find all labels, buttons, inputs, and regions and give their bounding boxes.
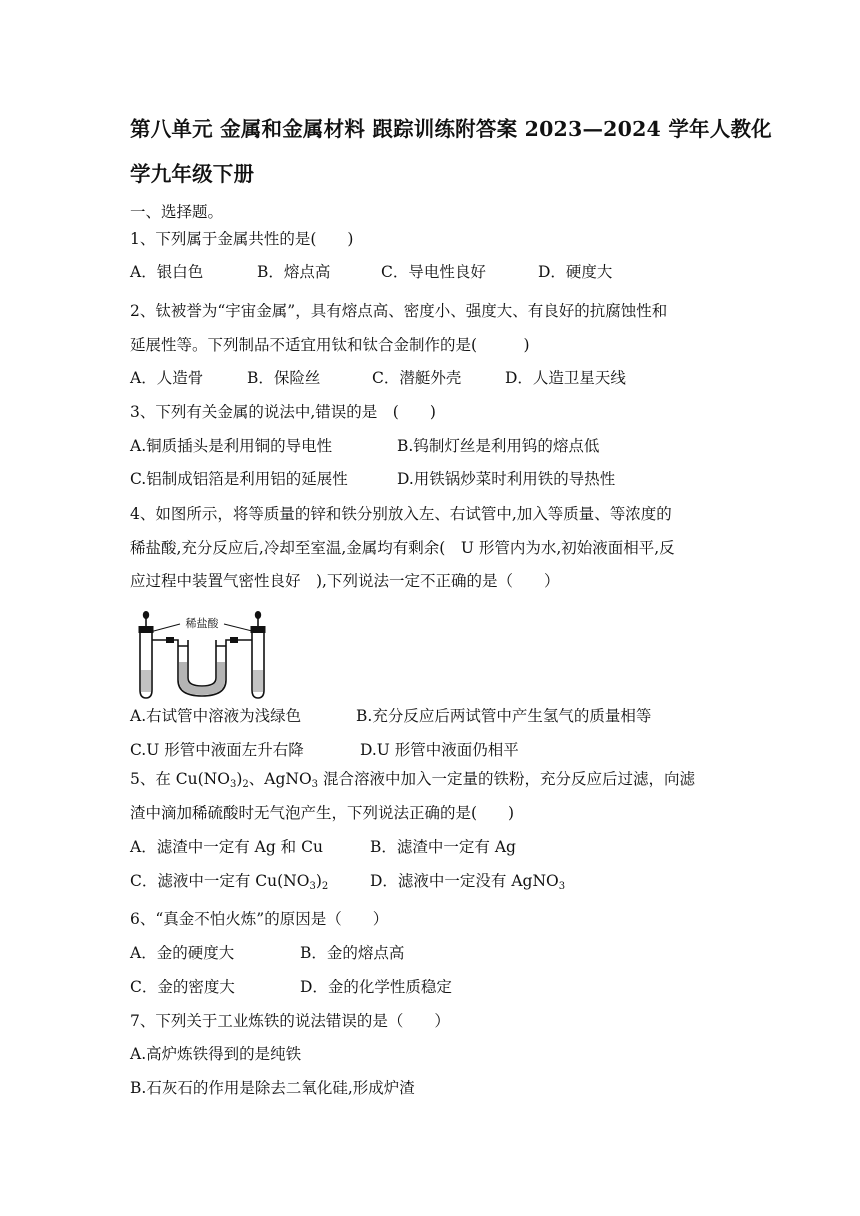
q4-option-c: C.U 形管中液面左升右降 xyxy=(130,741,304,759)
q1-option-a: A．银白色 xyxy=(130,263,204,281)
question-4-stem-line-1: 4、如图所示，将等质量的锌和铁分别放入左、右试管中,加入等质量、等浓度的 xyxy=(130,505,672,523)
question-5-stem-line-2: 渣中滴加稀硫酸时无气泡产生，下列说法正确的是( ) xyxy=(130,804,515,822)
q5-stem-part: ) xyxy=(236,770,243,788)
q5-stem-part: 混合溶液中加入一定量的铁粉，充分反应后过滤，向滤 xyxy=(318,770,695,788)
question-1-options xyxy=(130,265,612,281)
question-5-stem-line-1 xyxy=(130,772,695,788)
question-4-options-cd xyxy=(130,743,519,759)
question-6-options-cd xyxy=(130,980,452,996)
question-4-stem-line-3: 应过程中装置气密性良好 ),下列说法一定不正确的是（ ） xyxy=(130,572,560,590)
q2-option-d: D．人造卫星天线 xyxy=(505,369,626,387)
q6-option-a: A．金的硬度大 xyxy=(130,944,235,962)
question-5-options-ab xyxy=(130,840,516,856)
subscript: 3 xyxy=(309,881,316,892)
q5-option-c-text: ) xyxy=(315,872,322,890)
q3-option-c: C.铝制成铝箔是利用铝的延展性 xyxy=(130,470,348,488)
question-6-stem: 6、“真金不怕火炼”的原因是（ ） xyxy=(130,910,389,928)
subscript: 2 xyxy=(321,881,329,892)
u-tube-test-tube-diagram xyxy=(128,610,278,702)
q2-option-c: C．潜艇外壳 xyxy=(372,369,462,387)
section-heading: 一、选择题。 xyxy=(130,203,224,221)
question-4-options-ab xyxy=(130,709,651,725)
subscript: 2 xyxy=(242,779,249,790)
subscript: 3 xyxy=(558,881,566,892)
question-2-stem-line-2: 延展性等。下列制品不适宜用钛和钛合金制作的是( ) xyxy=(130,336,530,354)
q4-option-a: A.右试管中溶液为浅绿色 xyxy=(130,707,302,725)
question-3-options-ab xyxy=(130,439,599,455)
q2-option-a: A．人造骨 xyxy=(130,369,204,387)
q4-option-b: B.充分反应后两试管中产生氢气的质量相等 xyxy=(356,707,652,725)
question-3-stem: 3、下列有关金属的说法中,错误的是 ( ) xyxy=(130,403,436,421)
q3-option-a: A.铜质插头是利用铜的导电性 xyxy=(130,437,333,455)
q1-option-b: B．熔点高 xyxy=(257,263,331,281)
subscript: 3 xyxy=(229,779,237,790)
q1-option-d: D．硬度大 xyxy=(538,263,613,281)
document-title-line-1: 第八单元 金属和金属材料 跟踪训练附答案 2023—2024 学年人教化 xyxy=(130,117,772,141)
document-title-line-2: 学九年级下册 xyxy=(130,162,255,186)
q2-option-b: B．保险丝 xyxy=(247,369,321,387)
q3-option-d: D.用铁锅炒菜时利用铁的导热性 xyxy=(397,470,616,488)
q5-stem-part: 5、在 Cu(NO xyxy=(130,770,230,788)
q5-option-a: A．滤渣中一定有 Ag 和 Cu xyxy=(130,838,323,856)
q7-option-b: B.石灰石的作用是除去二氧化硅,形成炉渣 xyxy=(130,1079,415,1097)
q4-option-d: D.U 形管中液面仍相平 xyxy=(360,741,519,759)
q6-option-c: C．金的密度大 xyxy=(130,978,235,996)
q5-option-d-text: D．滤液中一定没有 AgNO xyxy=(370,872,559,890)
question-5-options-cd xyxy=(130,874,565,890)
question-2-stem-line-1: 2、钛被誉为“宇宙金属”，具有熔点高、密度小、强度大、有良好的抗腐蚀性和 xyxy=(130,302,668,320)
q7-option-a: A.高炉炼铁得到的是纯铁 xyxy=(130,1045,302,1063)
q1-option-c: C．导电性良好 xyxy=(381,263,486,281)
q6-option-b: B．金的熔点高 xyxy=(300,944,405,962)
question-1-stem: 1、下列属于金属共性的是( ) xyxy=(130,230,354,248)
q5-option-c xyxy=(130,874,370,890)
subscript: 3 xyxy=(311,779,319,790)
q5-option-d xyxy=(370,874,565,890)
q5-option-b: B．滤渣中一定有 Ag xyxy=(370,838,516,856)
question-3-options-cd xyxy=(130,472,615,488)
question-2-options xyxy=(130,371,626,387)
diagram-label-acid: 稀盐酸 xyxy=(185,617,219,630)
q3-option-b: B.钨制灯丝是利用钨的熔点低 xyxy=(397,437,600,455)
q5-option-c-text: C．滤液中一定有 Cu(NO xyxy=(130,872,310,890)
question-7-stem: 7、下列关于工业炼铁的说法错误的是（ ） xyxy=(130,1012,450,1030)
q6-option-d: D．金的化学性质稳定 xyxy=(300,978,452,996)
question-6-options-ab xyxy=(130,946,404,962)
q5-stem-part: 、AgNO xyxy=(248,770,312,788)
question-4-stem-line-2: 稀盐酸,充分反应后,冷却至室温,金属均有剩余( U 形管内为水,初始液面相平,反 xyxy=(130,539,675,557)
